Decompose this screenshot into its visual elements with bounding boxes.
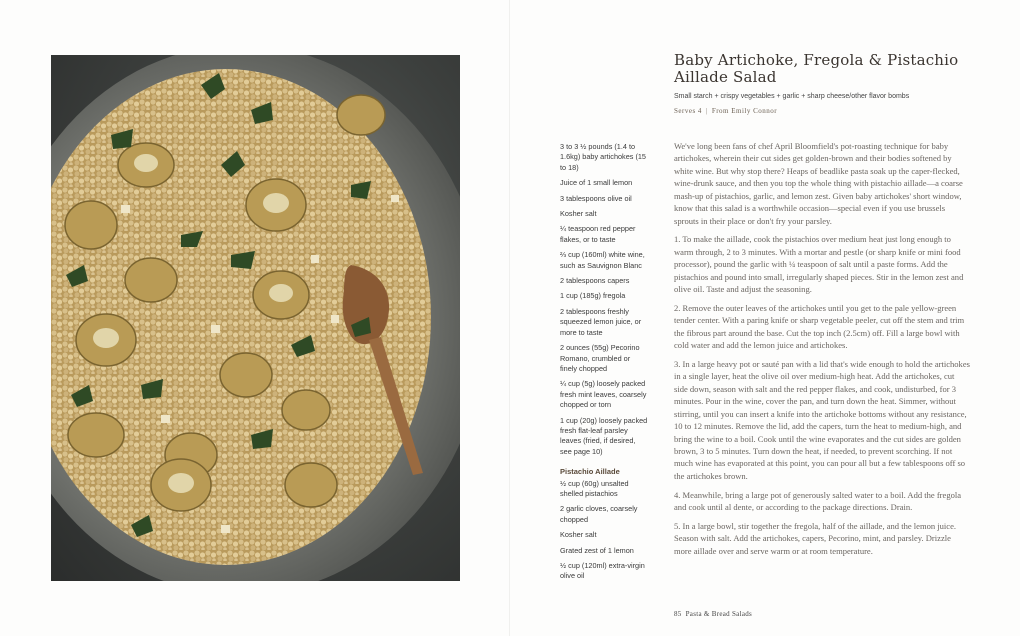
ingredient-item: 2 tablespoons capers xyxy=(560,276,630,286)
ingredient-item: 1 cup (20g) loosely packed fresh flat-leaf parsley leaves (fried, if desired, see page 10) xyxy=(560,415,648,456)
ingredient-item: ¼ teaspoon red pepper flakes, or to taste xyxy=(560,224,636,244)
aillade-item: Kosher salt xyxy=(560,530,597,540)
page-number: 85 xyxy=(674,610,682,618)
aillade-item: Grated zest of 1 lemon xyxy=(560,545,634,555)
step-paragraph: 4. Meanwhile, bring a large pot of generously salted water to a boil. Add the fregola and cook until al dente, or according to the package directions. Drain. xyxy=(674,489,962,512)
ingredient-item: 3 to 3 ½ pounds (1.4 to 1.6kg) baby artichokes (15 to 18) xyxy=(560,142,646,172)
step-paragraph: 5. In a large bowl, stir together the fregola, half of the aillade, and the lemon juice. Season with salt. Add the artichokes, capers, Pecorino, mint, and parsley. Drizzle more aillade over and serve warm or at room temperature. xyxy=(674,520,957,556)
serves-line xyxy=(674,107,984,115)
section-name: Pasta & Bread Salads xyxy=(685,610,753,618)
aillade-heading: Pistachio Aillade xyxy=(560,467,620,477)
ingredient-item: ⅔ cup (160ml) white wine, such as Sauvignon Blanc xyxy=(560,250,645,270)
ingredient-list xyxy=(560,142,648,587)
intro-paragraph: We've long been fans of chef April Bloomfield's pot-roasting technique for baby artichokes, wherein their cut sides get golden-brown and their bodies softened by white wine. But why stop there? Heaps of beadlike pasta soak up the caper-flecked, wine-drunk sauce, and then you top the whole thing with pistachio aillade—a coarse mash-up of pistachios, garlic, and lemon zest. Given baby artichokes' short window, know that this salad is a worthwhile occasion—special even if you use brussels sprouts in their place or don't fry your parsley. xyxy=(674,141,963,226)
recipe-source: From Emily Connor xyxy=(711,107,778,115)
serves-count: Serves 4 xyxy=(674,107,702,115)
aillade-item: ½ cup (120ml) extra-virgin olive oil xyxy=(560,561,645,581)
ingredient-item: 2 ounces (55g) Pecorino Romano, crumbled or finely chopped xyxy=(560,343,640,373)
separator: | xyxy=(705,107,708,115)
ingredient-item: 3 tablespoons olive oil xyxy=(560,193,632,203)
ingredient-item: Kosher salt xyxy=(560,209,597,219)
recipe-subtitle: Small starch + crispy vegetables + garlic + sharp cheese/other flavor bombs xyxy=(674,93,910,100)
step-paragraph: 3. In a large heavy pot or sauté pan with a lid that's wide enough to hold the artichokes in a single layer, heat the olive oil over medium-high heat. Add the artichokes, cut side down, season with salt and the red pepper flakes, and cook, undisturbed, for 3 minutes. Pour in the wine, cover the pan, and turn down the heat. Simmer, without stirring, until you can insert a knife into the artichoke bottoms without any resistance, 10 to 12 minutes. Remove the lid, add the capers, turn the heat to medium-high, and bring the wine to a boil. Cook until the wine evaporates and the cut sides are golden brown, 3 to 5 minutes. Turn down the heat, if needed, to prevent scorching. If not much wine has evaporated at this point, you can pour all but a few tablespoons off so the artichokes brown. xyxy=(674,358,970,481)
ingredient-item: 1 cup (185g) fregola xyxy=(560,291,626,301)
ingredient-item: 2 tablespoons freshly squeezed lemon juice, or more to taste xyxy=(560,306,642,337)
recipe-title: Baby Artichoke, Fregola & Pistachio Aillade Salad xyxy=(674,51,959,86)
salad-photo xyxy=(51,55,460,581)
step-paragraph: 2. Remove the outer leaves of the artichokes until you get to the pale yellow-green tender center. With a paring knife or sharp vegetable peeler, cut off the stem and trim the fibrous part around the base. Cut the top inch (2.5cm) off. Fill a large bowl with cold water and add the lemon juice and artichokes. xyxy=(674,302,965,351)
page-footer xyxy=(674,610,752,618)
aillade-item: 2 garlic cloves, coarsely chopped xyxy=(560,504,638,524)
recipe-body xyxy=(674,140,970,563)
step-paragraph: 1. To make the aillade, cook the pistachios over medium heat just long enough to warm through, 2 to 3 minutes. With a mortar and pestle (or sharp knife or mini food processor), pound the garlic with ¼ teaspoon of salt until a paste forms. Add the pistachios and pound into small, irregularly shaped pieces. Stir in the lemon zest and olive oil. Taste and adjust the seasoning. xyxy=(674,234,964,295)
ingredient-item: Juice of 1 small lemon xyxy=(560,178,633,188)
ingredient-item: ¼ cup (5g) loosely packed fresh mint leaves, coarsely chopped or torn xyxy=(560,379,647,410)
aillade-item: ½ cup (60g) unsalted shelled pistachios xyxy=(560,478,629,498)
